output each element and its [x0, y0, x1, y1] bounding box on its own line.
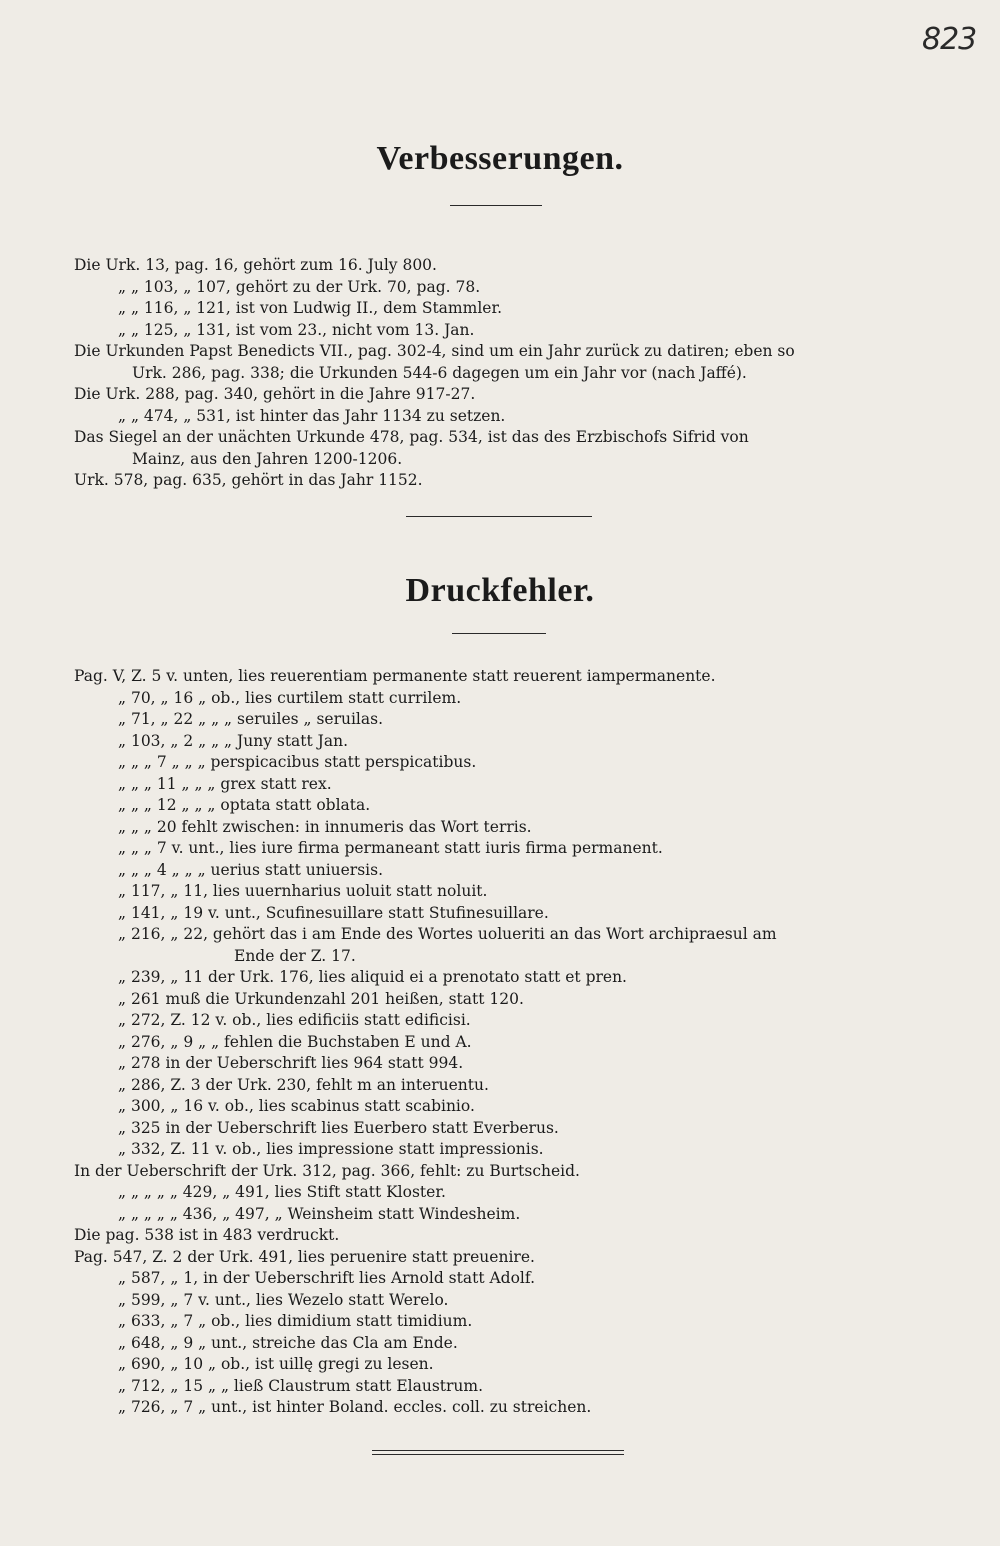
- erratum-line: „ 216, „ 22, gehört das i am Ende des Wortes uolueriti an das Wort archipraesul am: [118, 925, 777, 943]
- correction-line: Das Siegel an der unächten Urkunde 478, pag. 534, ist das des Erzbischofs Sifrid von: [74, 428, 749, 446]
- correction-line: „ „ 474, „ 531, ist hinter das Jahr 1134 zu setzen.: [118, 406, 506, 425]
- erratum-line: „ 633, „ 7 „ ob., lies dimidium statt timidium.: [118, 1312, 473, 1330]
- erratum-line: „ 239, „ 11 der Urk. 176, lies aliquid ei a prenotato statt et pren.: [118, 968, 627, 986]
- correction-line: Die Urkunden Papst Benedicts VII., pag. 302-4, sind um ein Jahr zurück zu datiren; eben so: [74, 342, 795, 360]
- correction-line: „ „ 125, „ 131, ist vom 23., nicht vom 13. Jan.: [118, 320, 475, 339]
- erratum-line: „ „ „ 7 „ „ „ perspicacibus statt perspicatibus.: [118, 753, 477, 771]
- erratum-line: „ 726, „ 7 „ unt., ist hinter Boland. eccles. coll. zu streichen.: [118, 1398, 592, 1416]
- erratum-line: Pag. V, Z. 5 v. unten, lies reuerentiam permanente statt reuerent iampermanente.: [74, 667, 716, 685]
- erratum-line: „ 261 muß die Urkundenzahl 201 heißen, statt 120.: [118, 989, 524, 1008]
- erratum-line: Pag. 547, Z. 2 der Urk. 491, lies peruenire statt preuenire.: [74, 1247, 535, 1266]
- verbesserungen-list: [74, 255, 930, 492]
- erratum-line: „ „ „ „ „ 436, „ 497, „ Weinsheim statt Windesheim.: [118, 1204, 521, 1223]
- correction-line: Urk. 578, pag. 635, gehört in das Jahr 1152.: [74, 471, 423, 489]
- erratum-line: „ 648, „ 9 „ unt., streiche das Cla am Ende.: [118, 1333, 458, 1352]
- verbesserungen-heading: Verbesserungen.: [376, 140, 624, 177]
- erratum-line: „ „ „ 11 „ „ „ grex statt rex.: [118, 774, 332, 793]
- erratum-line: „ „ „ 7 v. unt., lies iure firma permaneant statt iuris firma permanent.: [118, 839, 663, 857]
- erratum-line: „ „ „ „ „ 429, „ 491, lies Stift statt Kloster.: [118, 1183, 446, 1201]
- correction-line: „ „ 116, „ 121, ist von Ludwig II., dem Stammler.: [118, 299, 503, 317]
- correction-line: Mainz, aus den Jahren 1200-1206.: [132, 449, 403, 468]
- correction-line: „ „ 103, „ 107, gehört zu der Urk. 70, pag. 78.: [118, 277, 481, 296]
- erratum-line: In der Ueberschrift der Urk. 312, pag. 366, fehlt: zu Burtscheid.: [74, 1161, 580, 1180]
- correction-line: Die Urk. 13, pag. 16, gehört zum 16. July 800.: [74, 256, 437, 274]
- erratum-line: „ 587, „ 1, in der Ueberschrift lies Arnold statt Adolf.: [118, 1269, 536, 1287]
- erratum-line: „ 70, „ 16 „ ob., lies curtilem statt currilem.: [118, 688, 462, 707]
- erratum-line: „ „ „ 12 „ „ „ optata statt oblata.: [118, 796, 371, 814]
- erratum-line: „ 272, Z. 12 v. ob., lies edificiis statt edificisi.: [118, 1011, 471, 1029]
- section-divider: [406, 516, 592, 517]
- folio-number: 823: [922, 22, 977, 57]
- erratum-line: „ 286, Z. 3 der Urk. 230, fehlt m an interuentu.: [118, 1075, 489, 1094]
- druckfehler-list: [74, 666, 930, 1419]
- heading-rule: [450, 205, 542, 206]
- erratum-line: „ „ „ 4 „ „ „ uerius statt uniuersis.: [118, 860, 384, 879]
- closing-double-rule: [372, 1450, 624, 1451]
- erratum-line: „ 276, „ 9 „ „ fehlen die Buchstaben E und A.: [118, 1032, 472, 1051]
- erratum-line: „ 332, Z. 11 v. ob., lies impressione statt impressionis.: [118, 1140, 544, 1158]
- correction-line: Die Urk. 288, pag. 340, gehört in die Jahre 917-27.: [74, 385, 476, 403]
- erratum-line: „ „ „ 20 fehlt zwischen: in innumeris das Wort terris.: [118, 817, 532, 836]
- erratum-line: „ 690, „ 10 „ ob., ist uillę gregi zu lesen.: [118, 1355, 434, 1373]
- erratum-line: „ 278 in der Ueberschrift lies 964 statt 994.: [118, 1054, 464, 1072]
- erratum-line: „ 599, „ 7 v. unt., lies Wezelo statt Werelo.: [118, 1290, 449, 1309]
- erratum-line: „ 141, „ 19 v. unt., Scufinesuillare statt Stufinesuillare.: [118, 903, 549, 922]
- erratum-line: „ 117, „ 11, lies uuernharius uoluit statt noluit.: [118, 882, 488, 900]
- correction-line: Urk. 286, pag. 338; die Urkunden 544-6 dagegen um ein Jahr vor (nach Jaffé).: [132, 363, 747, 382]
- erratum-line: Ende der Z. 17.: [234, 946, 356, 965]
- erratum-line: „ 103, „ 2 „ „ „ Juny statt Jan.: [118, 731, 349, 750]
- erratum-line: Die pag. 538 ist in 483 verdruckt.: [74, 1226, 340, 1244]
- druckfehler-heading: Druckfehler.: [405, 572, 595, 609]
- erratum-line: „ 325 in der Ueberschrift lies Euerbero statt Everberus.: [118, 1118, 559, 1137]
- erratum-line: „ 300, „ 16 v. ob., lies scabinus statt scabinio.: [118, 1097, 475, 1115]
- erratum-line: „ 712, „ 15 „ „ ließ Claustrum statt Elaustrum.: [118, 1376, 484, 1395]
- erratum-line: „ 71, „ 22 „ „ „ seruiles „ seruilas.: [118, 710, 384, 728]
- heading-rule: [452, 633, 546, 634]
